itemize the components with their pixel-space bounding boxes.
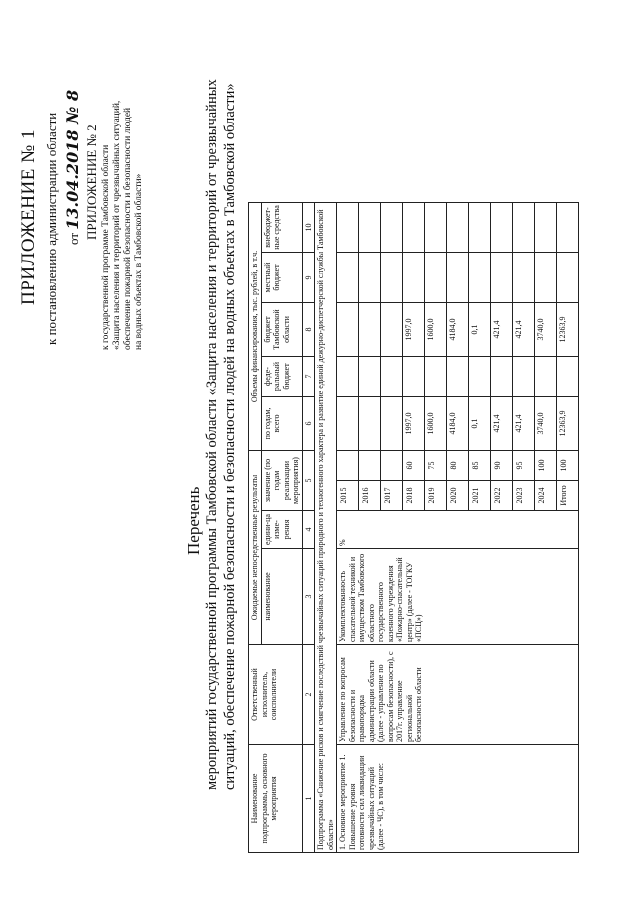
local-cell — [535, 253, 557, 303]
header-regional: бюджет Тамбовской области — [261, 303, 302, 357]
federal-cell — [425, 357, 447, 397]
document-title: Перечень — [184, 486, 203, 555]
appendix2-line: к государственной программе Тамбовской области — [101, 144, 111, 350]
extra-cell — [403, 203, 425, 253]
year-label: 2017 — [381, 480, 402, 510]
year-value-cell — [403, 451, 425, 511]
header-results: Ожидаемые непосредственные результаты — [249, 451, 262, 645]
header-result-name: наименование — [261, 549, 302, 645]
regional-cell: 1600,0 — [425, 303, 447, 357]
total-cell — [337, 397, 359, 451]
federal-cell — [337, 357, 359, 397]
appendix-subtitle: к постановлению администрации области — [44, 112, 59, 345]
target-value: 75 — [427, 461, 436, 470]
year-label: 2022 — [491, 480, 512, 510]
regional-cell — [381, 303, 403, 357]
local-cell — [447, 253, 469, 303]
col-number: 1 — [302, 745, 315, 853]
header-executor: Ответственный исполнитель, соисполнители — [249, 645, 303, 745]
year-label: Итого — [557, 480, 578, 510]
local-cell — [469, 253, 491, 303]
appendix2-title: ПРИЛОЖЕНИЕ № 2 — [84, 124, 99, 240]
federal-cell — [359, 357, 381, 397]
header-finance: Объемы финансирования, тыс. рублей, в т.ч. — [249, 203, 262, 451]
col-number: 3 — [302, 549, 315, 645]
extra-cell — [535, 203, 557, 253]
year-value-cell — [535, 451, 557, 511]
regional-cell: 12363,9 — [557, 303, 579, 357]
federal-cell — [535, 357, 557, 397]
extra-cell — [557, 203, 579, 253]
target-value: 100 — [537, 459, 546, 472]
appendix2-line: обеспечение пожарной безопасности и безопасности людей — [123, 107, 133, 350]
local-cell — [513, 253, 535, 303]
appendix2-line: «Защита населения и территорий от чрезвычайных ситуаций, — [112, 100, 122, 350]
activity-name-cell: 1. Основное мероприятие 1. Повышение уровня готовности сил ликвидации чрезвычайных ситуаций (далее - ЧС), в том числе: — [337, 745, 579, 853]
year-value-cell — [447, 451, 469, 511]
appendix2-line: на водных объектах в Тамбовской области» — [134, 173, 144, 350]
target-value: 90 — [493, 461, 502, 470]
year-value-cell — [425, 451, 447, 511]
col-number: 9 — [302, 253, 315, 303]
year-value-cell — [513, 451, 535, 511]
target-value — [381, 451, 402, 480]
total-cell: 0,1 — [469, 397, 491, 451]
regional-cell: 0,1 — [469, 303, 491, 357]
col-number: 7 — [302, 357, 315, 397]
total-cell: 4184,0 — [447, 397, 469, 451]
year-label: 2015 — [337, 480, 358, 510]
target-value — [337, 451, 358, 480]
total-cell: 3740,0 — [535, 397, 557, 451]
total-cell — [359, 397, 381, 451]
year-value-cell — [359, 451, 381, 511]
subprogram-title: Подпрограмма «Снижение рисков и смягчение последствий чрезвычайных ситуаций природного и техногенного характера и развитие единой дежурно-диспетчерской службы Тамбовской области» — [315, 203, 337, 853]
year-value-cell — [469, 451, 491, 511]
local-cell — [403, 253, 425, 303]
appendix-date-prefix: от — [66, 229, 81, 245]
local-cell — [425, 253, 447, 303]
federal-cell — [381, 357, 403, 397]
year-label: 2019 — [425, 480, 446, 510]
unit-cell: % — [337, 511, 579, 549]
col-number: 8 — [302, 303, 315, 357]
extra-cell — [337, 203, 359, 253]
col-number: 2 — [302, 645, 315, 745]
result-name-cell: Укомплектованность спасательной техникой и имуществом Тамбовского областного государственного казенного учреждения «Пожарно-спасательный центр» (далее - ТОГКУ «ПСЦ») — [337, 549, 579, 645]
local-cell — [359, 253, 381, 303]
handwritten-date-signature: 13.04.2018 № 8 — [63, 89, 82, 230]
local-cell — [491, 253, 513, 303]
extra-cell — [359, 203, 381, 253]
total-cell: 421,4 — [513, 397, 535, 451]
header-years-total: по годам, всего — [261, 397, 302, 451]
document-subtitle-line: мероприятий государственной программы Тамбовской области «Защита населения и территорий от чрезвычайных — [204, 79, 220, 790]
federal-cell — [447, 357, 469, 397]
local-cell — [337, 253, 359, 303]
header-value: значение (по годам реализации мероприятия) — [261, 451, 302, 511]
target-value: 60 — [405, 461, 414, 470]
subprogram-row — [315, 203, 337, 853]
column-numbers-row — [302, 203, 315, 853]
extra-cell — [513, 203, 535, 253]
federal-cell — [469, 357, 491, 397]
executor-cell: Управление по вопросам безопасности и правопорядка администрации области (далее - управление по вопросам безопасности), с 2017г. управление региональной безопасности области — [337, 645, 579, 745]
year-label: 2016 — [359, 480, 380, 510]
regional-cell: 3740,0 — [535, 303, 557, 357]
regional-cell: 421,4 — [491, 303, 513, 357]
year-value-cell — [491, 451, 513, 511]
table-row — [337, 203, 359, 853]
col-number: 5 — [302, 451, 315, 511]
activities-table — [248, 202, 579, 853]
extra-cell — [425, 203, 447, 253]
header-name: Наименование подпрограммы, основного мероприятия — [249, 745, 303, 853]
total-cell: 421,4 — [491, 397, 513, 451]
target-value: 95 — [515, 461, 524, 470]
header-extra: внебюджет-ные средства — [261, 203, 302, 253]
regional-cell — [337, 303, 359, 357]
federal-cell — [557, 357, 579, 397]
regional-cell: 4184,0 — [447, 303, 469, 357]
total-cell: 1600,0 — [425, 397, 447, 451]
target-value — [359, 451, 380, 480]
header-unit: едини-ца изме-рения — [261, 511, 302, 549]
header-federal: феде-ральный бюджет — [261, 357, 302, 397]
appendix-title: ПРИЛОЖЕНИЕ № 1 — [18, 129, 39, 305]
target-value: 85 — [471, 461, 480, 470]
regional-cell — [359, 303, 381, 357]
target-value: 100 — [559, 459, 568, 472]
appendix-date — [63, 90, 82, 245]
target-value: 80 — [449, 461, 458, 470]
col-number: 6 — [302, 397, 315, 451]
col-number: 4 — [302, 511, 315, 549]
col-number: 10 — [302, 203, 315, 253]
year-label: 2018 — [403, 480, 424, 510]
extra-cell — [447, 203, 469, 253]
year-label: 2020 — [447, 480, 468, 510]
federal-cell — [513, 357, 535, 397]
local-cell — [381, 253, 403, 303]
year-value-cell — [337, 451, 359, 511]
total-cell: 12363,9 — [557, 397, 579, 451]
year-value-cell — [557, 451, 579, 511]
extra-cell — [491, 203, 513, 253]
extra-cell — [381, 203, 403, 253]
year-label: 2024 — [535, 480, 556, 510]
year-label: 2023 — [513, 480, 534, 510]
total-cell — [381, 397, 403, 451]
year-value-cell — [381, 451, 403, 511]
extra-cell — [469, 203, 491, 253]
federal-cell — [403, 357, 425, 397]
year-label: 2021 — [469, 480, 490, 510]
document-subtitle-line: ситуаций, обеспечение пожарной безопасности и безопасности людей на водных объектах в Тамбовской области» — [222, 83, 238, 790]
header-local: местный бюджет — [261, 253, 302, 303]
regional-cell: 1997,0 — [403, 303, 425, 357]
table-header-row — [249, 203, 262, 853]
local-cell — [557, 253, 579, 303]
federal-cell — [491, 357, 513, 397]
regional-cell: 421,4 — [513, 303, 535, 357]
total-cell: 1997,0 — [403, 397, 425, 451]
